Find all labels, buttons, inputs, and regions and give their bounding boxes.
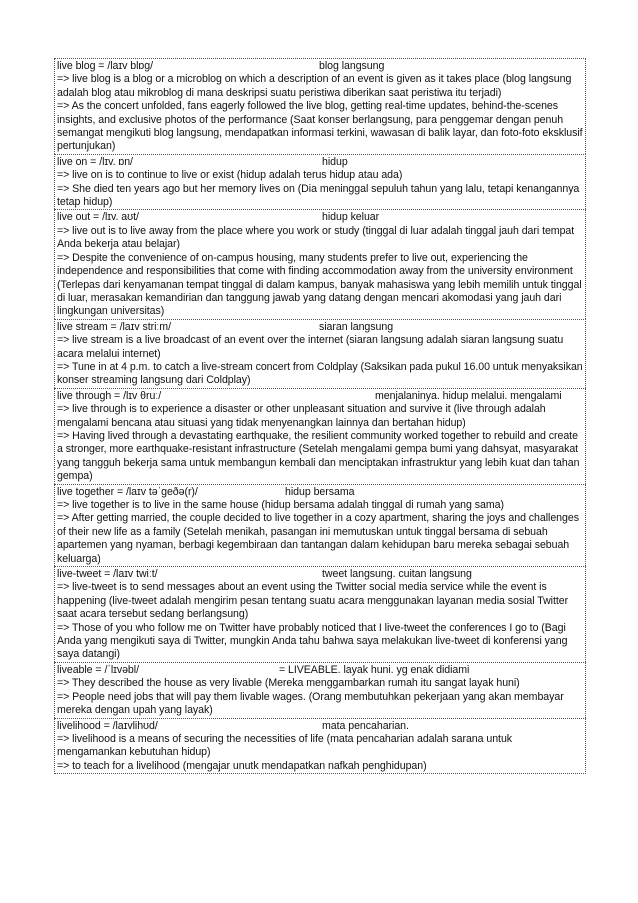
entry-heading bbox=[57, 211, 584, 224]
entry-example: => live-tweet is to send messages about an event using the Twitter social media service while the event is happening (live-tweet adalah mengirim pesan tentang suatu acara menggunakan layanan media sosial Twitter saat acara tersebut sedang berlangsung) bbox=[57, 581, 569, 621]
entry-heading bbox=[57, 486, 584, 499]
entry-heading bbox=[57, 60, 584, 73]
entry-example: => live on is to continue to live or exist (hidup adalah terus hidup atau ada) bbox=[57, 169, 403, 182]
entry-term: live stream = /laɪv striːm/ bbox=[57, 320, 171, 333]
entry-meaning: mata pencaharian. bbox=[322, 719, 409, 732]
entry-example: => As the concert unfolded, fans eagerly followed the live blog, getting real-time updates, behind-the-scenes insights, and exclusive photos of the performance (Saat konser berlangsung, para penggemar dengan penuh semangat mengikuti blog langsung, mendapatkan informasi terkini, wawasan di balik layar, dan foto-foto eksklusif pertunjukan) bbox=[57, 100, 583, 153]
entry-example: => She died ten years ago but her memory lives on (Dia meninggal sepuluh tahun yang lalu, tetapi kenangannya tetap hidup) bbox=[57, 182, 580, 209]
entry-example: => Despite the convenience of on-campus housing, many students prefer to live out, experiencing the independence and responsibilities that come with finding accommodation away from the university environment (Terlepas dari kenyamanan tempat tinggal di dalam kampus, banyak mahasiswa yang lebih memilih untuk tinggal di luar, merasakan kemandirian dan tanggung jawab yang datang dengan mencari akomodasi yang jauh dari lingkungan universitas) bbox=[57, 251, 582, 318]
entry-example: => live through is to experience a disaster or other unpleasant situation and survive it (live through adalah mengalami bencana atau situasi yang tidak menyenangkan lainnya dan bertahan hidup) bbox=[57, 403, 546, 429]
entry-example: => live blog is a blog or a microblog on which a description of an event is given as it takes place (blog langsung adalah blog atau mikroblog di mana deskripsi suatu peristiwa diberikan saat peristiwa itu terjadi) bbox=[57, 73, 572, 99]
entry-example: => live together is to live in the same house (hidup bersama adalah tinggal di rumah yang sama) bbox=[57, 499, 504, 511]
vocab-entry bbox=[54, 484, 586, 566]
vocab-entry bbox=[54, 388, 586, 484]
vocab-entry bbox=[54, 319, 586, 388]
entry-term: live-tweet = /laɪv twiːt/ bbox=[57, 568, 158, 581]
vocab-entry bbox=[54, 718, 586, 775]
entry-meaning: blog langsung bbox=[319, 60, 385, 72]
entry-term: livelihood = /laɪvlihʊd/ bbox=[57, 719, 158, 732]
vocab-entry bbox=[54, 662, 586, 718]
entry-example: => People need jobs that will pay them livable wages. (Orang membutuhkan pekerjaan yang akan membayar mereka dengan upah yang layak) bbox=[57, 690, 564, 717]
entry-term: live out = /lɪv. aʊt/ bbox=[57, 211, 139, 224]
entry-example: => Those of you who follow me on Twitter have probably noticed that I live-tweet the conferences I go to (Bagi Anda yang mengikuti saya di Twitter, mungkin Anda tahu bahwa saya melakukan live-tweet di konferensi yang saya datangi) bbox=[57, 621, 568, 661]
entry-term: live on = /lɪv. ɒn/ bbox=[57, 155, 133, 168]
entry-term: live together = /laɪv təˈgeðə(r)/ bbox=[57, 485, 198, 498]
entry-example: => Having lived through a devastating earthquake, the resilient community worked together to rebuild and create a stronger, more earthquake-resistant infrastructure (Setelah mengalami gempa bumi yang dahsyat, masyarakat yang tangguh bekerja sama untuk membangun kembali dan menciptakan infrastruktur yang lebih kuat dan tahan gempa) bbox=[57, 429, 580, 483]
vocab-entry bbox=[54, 154, 586, 210]
entry-meaning: menjalaninya. hidup melalui. mengalami bbox=[375, 389, 562, 402]
entry-meaning: hidup keluar bbox=[322, 211, 380, 224]
entry-meaning: hidup bersama bbox=[285, 485, 355, 498]
entry-example: => to teach for a livelihood (mengajar unutk mendapatkan nafkah penghidupan) bbox=[57, 759, 427, 772]
entry-heading bbox=[57, 720, 584, 733]
entry-meaning: hidup bbox=[322, 155, 348, 168]
vocab-entry bbox=[54, 566, 586, 662]
entry-meaning: siaran langsung bbox=[319, 320, 394, 333]
entry-example: => live out is to live away from the place where you work or study (tinggal di luar adalah tinggal jauh dari tempat Anda bekerja atau belajar) bbox=[57, 224, 575, 251]
entry-example: => Tune in at 4 p.m. to catch a live-stream concert from Coldplay (Saksikan pada pukul 16.00 untuk menyaksikan konser streaming langsung dari Coldplay) bbox=[57, 360, 583, 387]
entry-heading bbox=[57, 568, 584, 581]
entry-term: live through = /lɪv θruː/ bbox=[57, 389, 162, 402]
vocab-entry bbox=[54, 209, 586, 318]
entry-example: => livelihood is a means of securing the necessities of life (mata pencaharian adalah sarana untuk mengamankan kebutuhan hidup) bbox=[57, 732, 513, 759]
entry-meaning: tweet langsung. cuitan langsung bbox=[322, 568, 472, 581]
vocab-entry bbox=[54, 58, 586, 154]
entry-term: live blog = /laɪv blɒg/ bbox=[57, 60, 153, 72]
entry-example: => They described the house as very livable (Mereka menggambarkan rumah itu sangat layak huni) bbox=[57, 677, 520, 690]
entry-term: liveable = /ˈlɪvəbl/ bbox=[57, 663, 139, 676]
entry-heading bbox=[57, 321, 584, 334]
entry-example: => live stream is a live broadcast of an event over the internet (siaran langsung adalah siaran langsung suatu acara melalui internet) bbox=[57, 334, 564, 360]
entry-example: => After getting married, the couple decided to live together in a cozy apartment, sharing the joys and challenges of their new life as a family (Setelah menikah, pasangan ini memutuskan untuk tinggal bersama di sebuah apartemen yang nyaman, berbagi kegembiraan dan tantangan dalam kehidupan baru mereka sebagai sebuah keluarga) bbox=[57, 512, 579, 565]
entry-heading bbox=[57, 156, 584, 169]
entry-meaning: = LIVEABLE. layak huni. yg enak didiami bbox=[279, 663, 470, 676]
entry-heading bbox=[57, 390, 584, 403]
entry-heading bbox=[57, 664, 584, 677]
vocabulary-document bbox=[54, 58, 586, 774]
